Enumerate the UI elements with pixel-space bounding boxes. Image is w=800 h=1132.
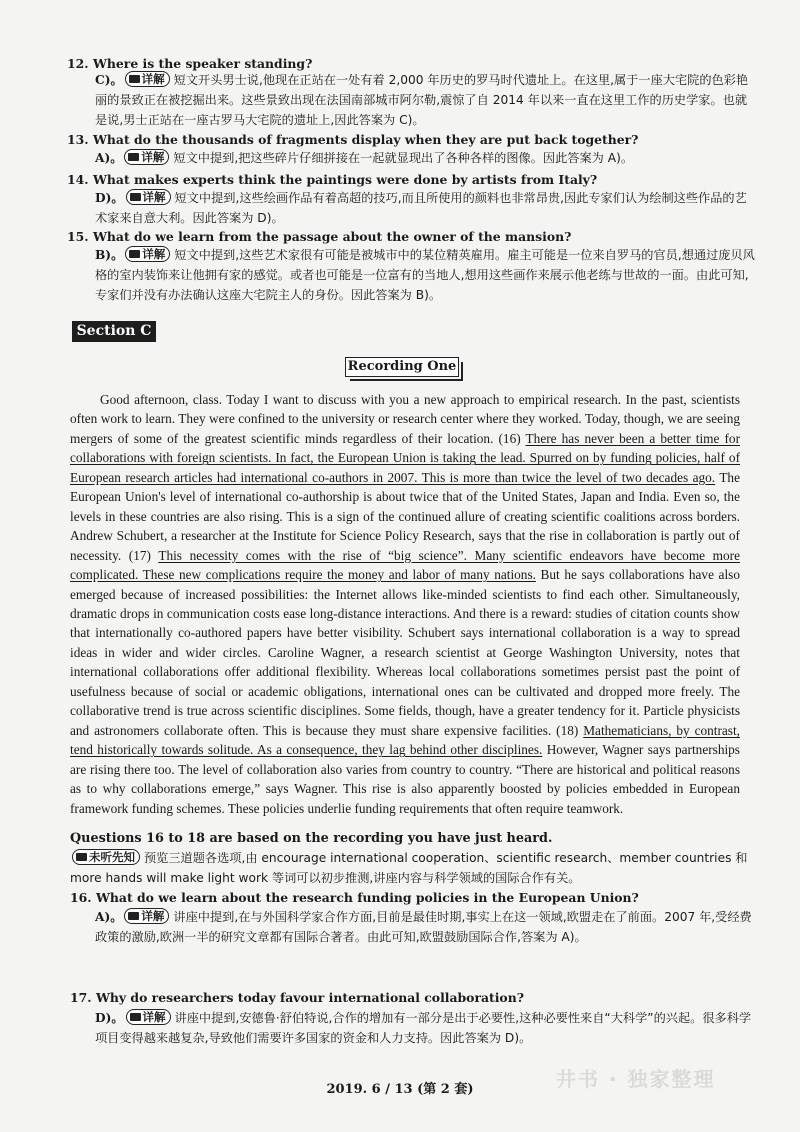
question-number: 16. — [70, 890, 92, 905]
watermark: 井书 · 独家整理 — [556, 1067, 716, 1091]
answer-12 — [95, 70, 756, 130]
transcript-answer-18: Mathematicians, by contrast, tend historically towards solitude. As a consequence, they lag behind other disciplines. — [70, 722, 741, 758]
page-footer: 2019. 6 / 13 (第 2 套) — [326, 1082, 474, 1097]
answer-letter: A)。 — [95, 151, 123, 165]
answer-17 — [95, 1008, 756, 1048]
explanation-tag: 详解 — [126, 1009, 171, 1025]
folder-icon — [76, 853, 87, 861]
explanation-text: 短文中提到,这些绘画作品有着高超的技巧,而且所使用的颜料也非常昂贵,因此专家们认为绘制这些作品的艺术家来自意大利。因此答案为 D)。 — [95, 191, 747, 225]
explanation-tag: 详解 — [124, 149, 169, 165]
recording-title: Recording One — [345, 357, 459, 377]
question-number: 13. — [67, 132, 89, 147]
transcript-part-3: But he says collaborations have also emerged because of increased possibilities: the Internet allows like-minded scientists to find each other. Simultaneously, dramatic drops in communication costs ease long-distance interactions. And there is a reward: studies of citation counts show that internationally co-authored papers have better visibility. Schubert says international collaboration is a way to spread ideas in wider and wider circles. Caroline Wagner, a research scientist at George Washington University, notes that international collaborations offer additional flexibility. Whereas local collaborations sometimes persist past the point of usefulness because of social or academic obligations, international ones can be cultivated and dropped more freely. The collaborative trend is true across scientific disciplines. Some fields, though, have a greater tendency for it. Particle physicists and astronomers collaborate often. This is because they must share expensive facilities. (18) — [70, 567, 740, 738]
transcript-answer-16: There has never been a better time for collaborations with foreign scientists. In fact, the European Union is taking the lead. Spurred on by funding policies, half of European research articles had international co-authors in 2007. This is more than twice the level of two decades ago. — [70, 430, 741, 485]
explanation-text: 讲座中提到,在与外国科学家合作方面,目前是最佳时期,事实上在这一领域,欧盟走在了前面。2007 年,受经费政策的激励,欧洲一半的研究文章都有国际合著者。由此可知,欧盟鼓励国际合作,答案为 A)。 — [95, 910, 752, 944]
question-16 — [70, 889, 760, 907]
transcript-part-2: The European Union's level of international co-authorship is about twice that of the United States, Japan and India. Even so, the levels in these countries are also rising. This is a sign of the continued allure of creating scientific coalitions across borders. Andrew Schubert, a researcher at the Institute for Science Policy Research, says that the rise in collaboration is partly out of necessity. (17) — [70, 469, 740, 563]
question-number: 14. — [67, 172, 89, 187]
question-text: What do we learn from the passage about the owner of the mansion? — [93, 229, 572, 244]
question-15 — [67, 228, 760, 246]
explanation-text: 短文中提到,把这些碎片仔细拼接在一起就显现出了各种各样的图像。因此答案为 A)。 — [173, 151, 634, 165]
explanation-tag: 详解 — [125, 246, 170, 262]
explanation-tag: 详解 — [124, 908, 169, 924]
answer-14 — [95, 188, 756, 228]
answer-letter: C)。 — [95, 73, 123, 87]
explanation-text: 讲座中提到,安德鲁·舒伯特说,合作的增加有一部分是出于必要性,这种必要性来自“大科学”的兴起。很多科学项目变得越来越复杂,导致他们需要许多国家的资金和人力支持。因此答案为 D)。 — [95, 1011, 752, 1045]
preview-tag: 未听先知 — [72, 849, 140, 865]
folder-icon — [128, 912, 139, 920]
transcript-part-4: However, Wagner says partnerships are rising there too. The level of collaboration also varies from country to country. “There are historical and political reasons as to why collaborations emerge,” says Wagner. This rise is also apparently boosted by policies embedded in European framework funding schemes. These policies underlie funding requirements that often require teamwork. — [70, 742, 740, 816]
folder-icon — [130, 1013, 141, 1021]
transcript-answer-17: This necessity comes with the rise of “big science”. Many scientific endeavors have become more complicated. These new complications require the money and labor of many nations. — [70, 547, 740, 583]
folder-icon — [129, 75, 140, 83]
question-13 — [67, 131, 760, 149]
explanation-tag: 详解 — [126, 189, 171, 205]
answer-letter: B)。 — [95, 248, 124, 262]
question-number: 12. — [67, 56, 89, 71]
question-number: 15. — [67, 229, 89, 244]
question-text: What do we learn about the research funding policies in the European Union? — [96, 890, 639, 905]
question-text: What do the thousands of fragments display when they are put back together? — [93, 132, 639, 147]
answer-letter: A)。 — [95, 910, 123, 924]
answer-letter: D)。 — [95, 191, 124, 205]
section-c-label: Section C — [72, 321, 156, 342]
explanation-tag: 详解 — [125, 71, 170, 87]
answer-13 — [95, 148, 756, 168]
transcript-part-1: Good afternoon, class. Today I want to discuss with you a new approach to empirical research. In the past, scientists often work to learn. They were confined to the university or research center where they worked. Today, though, we are seeing mergers of some of the greatest scientific minds regardless of their location. (16) — [70, 392, 740, 446]
question-text: What makes experts think the paintings were done by artists from Italy? — [93, 172, 598, 187]
answer-15 — [95, 245, 756, 305]
recording-transcript — [70, 390, 740, 818]
answer-16 — [95, 907, 756, 947]
question-17 — [70, 989, 760, 1007]
explanation-text: 短文开头男士说,他现在正站在一处有着 2,000 年历史的罗马时代遗址上。在这里,属于一座大宅院的色彩艳丽的景致正在被挖掘出来。这些景致出现在法国南部城市阿尔勒,震惊了自 2014 年以来一直在这里工作的历史学家。也就是说,男士正站在一座古罗马大宅院的遗址上,因此答案为 C)。 — [95, 73, 749, 127]
folder-icon — [128, 153, 139, 161]
question-text: Where is the speaker standing? — [93, 56, 313, 71]
question-text: Why do researchers today favour international collaboration? — [96, 990, 524, 1005]
folder-icon — [129, 250, 140, 258]
question-14 — [67, 171, 760, 189]
question-number: 17. — [70, 990, 92, 1005]
answer-letter: D)。 — [95, 1011, 124, 1025]
preview-block — [70, 848, 756, 888]
questions-intro: Questions 16 to 18 are based on the recording you have just heard. — [70, 831, 553, 846]
folder-icon — [130, 193, 141, 201]
preview-text: 预览三道题各选项,由 encourage international cooperation、scientific research、member countries 和 more hands will make light work 等词可以初步推测,讲座内容与科学领域的国际合作有关。 — [70, 851, 748, 885]
explanation-text: 短文中提到,这些艺术家很有可能是被城市中的某位精英雇用。雇主可能是一位来自罗马的官员,想通过庞贝风格的室内装饰来让他拥有家的感觉。或者也可能是一位富有的当地人,想用这些画作来展示他老练与世故的一面。由此可知,专家们并没有办法确认这座大宅院主人的身份。因此答案为 B)。 — [95, 248, 755, 302]
